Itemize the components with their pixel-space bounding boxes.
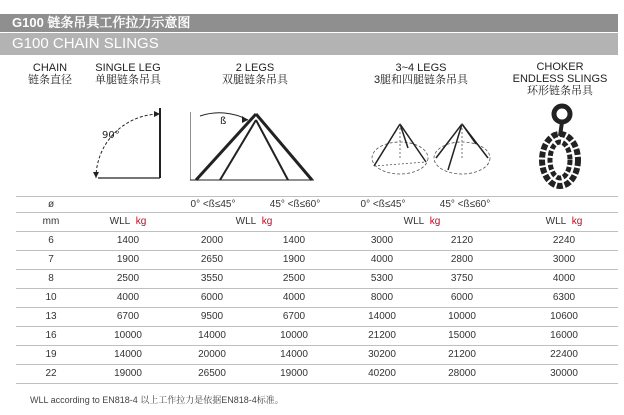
three-legs-high-wll-cell: 28000 bbox=[448, 368, 476, 379]
header-two-legs bbox=[200, 62, 310, 86]
diameter-cell: 8 bbox=[48, 273, 54, 284]
two-legs-low-wll-cell: 3550 bbox=[200, 273, 224, 284]
diameter-cell: 6 bbox=[48, 235, 54, 246]
choker-sling-diagram bbox=[536, 100, 586, 190]
single-leg-diagram bbox=[88, 104, 168, 184]
diameter-cell: 13 bbox=[45, 311, 57, 322]
three-four-legs-diagram bbox=[364, 118, 494, 180]
three-legs-angle-a: 0° <ß≤45° bbox=[360, 199, 406, 210]
single-leg-wll-cell: 1900 bbox=[116, 254, 140, 265]
footer-note: WLL according to EN818-4 以上工作拉力是依据EN818-4标准。 bbox=[30, 395, 284, 405]
header-two-cn: 双腿链条吊具 bbox=[222, 74, 288, 86]
single-leg-wll-cell: 6700 bbox=[116, 311, 140, 322]
diameter-cell: 10 bbox=[45, 292, 57, 303]
single-leg-wll-cell: 19000 bbox=[114, 368, 142, 379]
header-chain-cn: 链条直径 bbox=[28, 74, 72, 86]
choker-wll-cell: 16000 bbox=[550, 330, 578, 341]
two-legs-diagram bbox=[190, 110, 318, 184]
rule bbox=[16, 250, 618, 251]
choker-wll-unit bbox=[534, 215, 594, 229]
rule bbox=[16, 288, 618, 289]
two-legs-angle-b: 45° <ß≤60° bbox=[269, 199, 321, 210]
kg-label: kg bbox=[429, 216, 441, 227]
diameter-cell: 7 bbox=[48, 254, 54, 265]
three-legs-low-wll-cell: 21200 bbox=[368, 330, 396, 341]
header-three-cn: 3腿和四腿链条吊具 bbox=[373, 74, 469, 86]
three-legs-wll-unit bbox=[392, 215, 452, 229]
choker-wll-cell: 30000 bbox=[550, 368, 578, 379]
three-legs-high-wll-cell: 2800 bbox=[450, 254, 474, 265]
two-angle-label: ß bbox=[220, 116, 227, 127]
header-single-cn: 单腿链条吊具 bbox=[95, 74, 161, 86]
choker-wll-cell: 2240 bbox=[552, 235, 576, 246]
three-legs-high-wll-cell: 10000 bbox=[448, 311, 476, 322]
header-chain bbox=[20, 62, 80, 86]
header-two-en: 2 LEGS bbox=[235, 62, 275, 74]
three-legs-high-wll-cell: 15000 bbox=[448, 330, 476, 341]
header-choker-en1: CHOKER bbox=[536, 61, 584, 73]
three-legs-high-wll-cell: 6000 bbox=[450, 292, 474, 303]
two-legs-high-wll-cell: 4000 bbox=[282, 292, 306, 303]
rule bbox=[16, 269, 618, 270]
single-leg-wll-cell: 14000 bbox=[114, 349, 142, 360]
single-angle-label: 90° bbox=[102, 130, 120, 141]
two-legs-high-wll-cell: 1400 bbox=[282, 235, 306, 246]
single-leg-wll-cell: 10000 bbox=[114, 330, 142, 341]
choker-wll-cell: 4000 bbox=[552, 273, 576, 284]
rule bbox=[16, 307, 618, 308]
three-legs-low-wll-cell: 14000 bbox=[368, 311, 396, 322]
header-chain-en: CHAIN bbox=[32, 62, 68, 74]
three-legs-low-wll-cell: 3000 bbox=[370, 235, 394, 246]
header-choker-en2: ENDLESS SLINGS bbox=[512, 73, 608, 85]
three-legs-high-wll-cell: 3750 bbox=[450, 273, 474, 284]
diameter-symbol: ø bbox=[47, 199, 55, 210]
rule bbox=[16, 326, 618, 327]
two-legs-wll-unit bbox=[224, 215, 284, 229]
single-wll-unit bbox=[98, 215, 158, 229]
kg-label: kg bbox=[571, 216, 583, 227]
two-legs-high-wll-cell: 6700 bbox=[282, 311, 306, 322]
rule-top bbox=[16, 196, 618, 197]
three-legs-low-wll-cell: 40200 bbox=[368, 368, 396, 379]
two-legs-high-wll-cell: 1900 bbox=[282, 254, 306, 265]
wll-label: WLL bbox=[235, 216, 257, 227]
diameter-cell: 22 bbox=[45, 368, 57, 379]
three-legs-low-wll-cell: 4000 bbox=[370, 254, 394, 265]
three-legs-high-wll-cell: 21200 bbox=[448, 349, 476, 360]
two-legs-low-wll-cell: 2000 bbox=[200, 235, 224, 246]
two-legs-low-wll-cell: 6000 bbox=[200, 292, 224, 303]
header-single-leg bbox=[82, 62, 174, 86]
two-legs-high-wll-cell: 14000 bbox=[280, 349, 308, 360]
wll-label: WLL bbox=[403, 216, 425, 227]
choker-wll-cell: 6300 bbox=[552, 292, 576, 303]
choker-wll-cell: 10600 bbox=[550, 311, 578, 322]
three-legs-low-wll-cell: 8000 bbox=[370, 292, 394, 303]
three-legs-low-wll-cell: 5300 bbox=[370, 273, 394, 284]
single-leg-wll-cell: 1400 bbox=[116, 235, 140, 246]
header-single-en: SINGLE LEG bbox=[95, 62, 161, 74]
three-legs-angle-b: 45° <ß≤60° bbox=[439, 199, 491, 210]
chinese-title: G100 链条吊具工作拉力示意图 bbox=[12, 15, 191, 30]
single-leg-wll-cell: 2500 bbox=[116, 273, 140, 284]
rule-bottom bbox=[16, 383, 618, 384]
chinese-title-band bbox=[0, 14, 618, 32]
diameter-cell: 19 bbox=[45, 349, 57, 360]
two-legs-low-wll-cell: 2650 bbox=[200, 254, 224, 265]
three-legs-high-wll-cell: 2120 bbox=[450, 235, 474, 246]
two-legs-low-wll-cell: 26500 bbox=[198, 368, 226, 379]
header-three-four-legs bbox=[362, 62, 480, 86]
single-leg-wll-cell: 4000 bbox=[116, 292, 140, 303]
two-legs-high-wll-cell: 19000 bbox=[280, 368, 308, 379]
three-legs-low-wll-cell: 30200 bbox=[368, 349, 396, 360]
mm-label: mm bbox=[42, 216, 60, 227]
two-legs-low-wll-cell: 20000 bbox=[198, 349, 226, 360]
choker-wll-cell: 22400 bbox=[550, 349, 578, 360]
two-legs-angle-a: 0° <ß≤45° bbox=[190, 199, 236, 210]
rule bbox=[16, 345, 618, 346]
wll-label: WLL bbox=[545, 216, 567, 227]
two-legs-low-wll-cell: 14000 bbox=[198, 330, 226, 341]
header-three-en: 3~4 LEGS bbox=[395, 62, 447, 74]
header-choker bbox=[508, 61, 612, 97]
two-legs-high-wll-cell: 10000 bbox=[280, 330, 308, 341]
rule bbox=[16, 212, 618, 213]
diameter-cell: 16 bbox=[45, 330, 57, 341]
rule bbox=[16, 231, 618, 232]
rule bbox=[16, 364, 618, 365]
wll-label: WLL bbox=[109, 216, 131, 227]
header-choker-cn: 环形链条吊具 bbox=[527, 85, 593, 97]
english-title: G100 CHAIN SLINGS bbox=[12, 35, 159, 52]
two-legs-low-wll-cell: 9500 bbox=[200, 311, 224, 322]
kg-label: kg bbox=[261, 216, 273, 227]
english-title-band bbox=[0, 33, 618, 55]
choker-wll-cell: 3000 bbox=[552, 254, 576, 265]
kg-label: kg bbox=[135, 216, 147, 227]
two-legs-high-wll-cell: 2500 bbox=[282, 273, 306, 284]
